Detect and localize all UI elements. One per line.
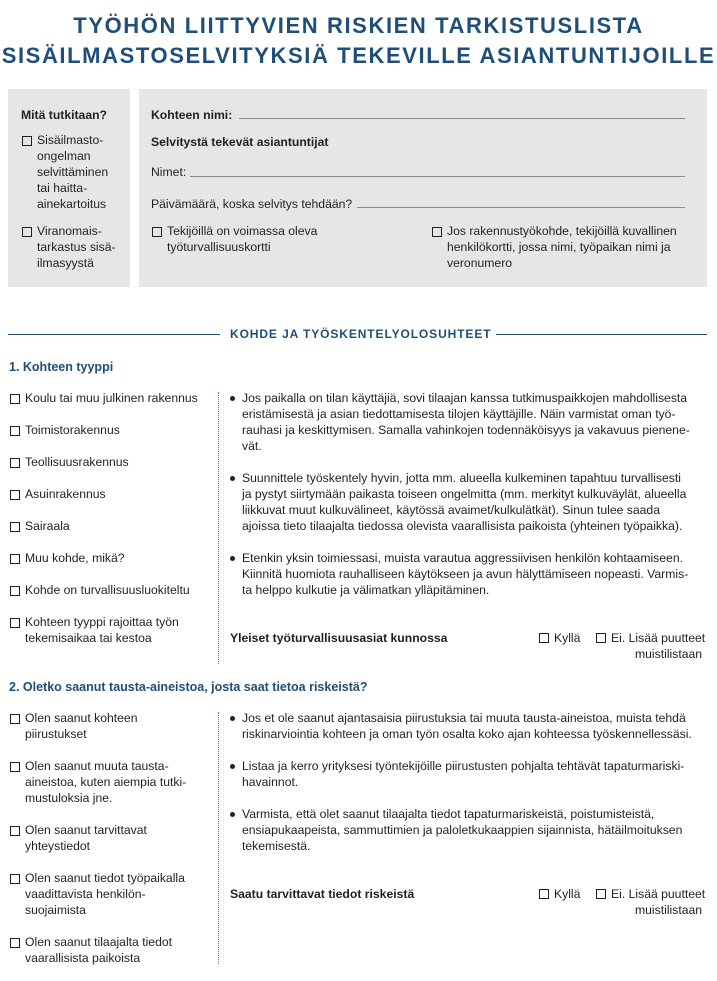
question-1-divider xyxy=(218,392,219,664)
bullet-dot xyxy=(230,476,235,481)
q1-summary-label: Yleiset työturvallisuusasiat kunnossa xyxy=(230,631,448,645)
option-target-hospital: Sairaala xyxy=(25,519,70,533)
question-2-title: 2. Oletko saanut tausta-aineistoa, josta saat tietoa riskeistä? xyxy=(9,680,368,694)
option-got-ppe-l1: Olen saanut tiedot työpaikalla xyxy=(25,871,185,885)
checkbox-q1-no[interactable] xyxy=(596,633,606,643)
checkbox-valid-safety-card[interactable] xyxy=(152,227,162,237)
q1-bullet-2-l3: liikkuvat muut kulkuvälineet, käytössä avaimet/kulkulätkät). Sinun tulee saada xyxy=(242,503,660,517)
checkbox-target-hospital[interactable] xyxy=(10,522,20,532)
bullet-dot xyxy=(230,812,235,817)
option-got-background-l1: Olen saanut muuta tausta- xyxy=(25,759,169,773)
option-indoor-air-l1: Sisäilmasto- xyxy=(37,133,104,147)
checkbox-target-office[interactable] xyxy=(10,426,20,436)
q1-bullet-2-l2: ja pystyt siirtymään paikasta toiseen ongelmitta (mm. merkityt kulkuväylät, alueella xyxy=(242,487,687,501)
q2-bullet-1-l2: riskinarviointia kohteen ja oman työn osalta koko ajan kohteessa työskennellessäsi. xyxy=(242,727,692,741)
date-input-line[interactable] xyxy=(357,207,685,208)
page-title-line-1: TYÖHÖN LIITTYVIEN RISKIEN TARKISTUSLISTA xyxy=(73,13,644,38)
q2-summary-label: Saatu tarvittavat tiedot riskeistä xyxy=(230,887,415,901)
checkbox-target-residential[interactable] xyxy=(10,490,20,500)
q2-bullet-2-l2: havainnot. xyxy=(242,775,299,789)
bullet-dot xyxy=(230,396,235,401)
option-target-office: Toimistorakennus xyxy=(25,423,120,437)
option-target-industrial: Teollisuusrakennus xyxy=(25,455,129,469)
question-2-divider xyxy=(218,712,219,964)
section-rule-right xyxy=(496,334,707,335)
option-got-ppe-l2: vaadittavista henkilön- xyxy=(25,887,146,901)
q2-bullet-3-l3: tekemisestä. xyxy=(242,839,311,853)
construction-card-l3: veronumero xyxy=(447,256,513,270)
checkbox-q1-yes[interactable] xyxy=(539,633,549,643)
option-got-dangerous-l1: Olen saanut tilaajalta tiedot xyxy=(25,935,173,949)
option-target-other: Muu kohde, mikä? xyxy=(25,551,125,565)
valid-card-l1: Tekijöillä on voimassa oleva xyxy=(167,224,318,238)
option-got-drawings-l2: piirustukset xyxy=(25,727,87,741)
bullet-dot xyxy=(230,764,235,769)
bullet-dot xyxy=(230,716,235,721)
option-target-security-classified: Kohde on turvallisuusluokiteltu xyxy=(25,583,190,597)
option-got-background-l2: aineistoa, kuten aiempia tutki- xyxy=(25,775,187,789)
checkbox-target-industrial[interactable] xyxy=(10,458,20,468)
option-indoor-air-l2: ongelman xyxy=(37,149,91,163)
option-got-ppe-l3: suojaimista xyxy=(25,903,86,917)
checkbox-construction-id-card[interactable] xyxy=(432,227,442,237)
q1-yes-label: Kyllä xyxy=(554,631,581,645)
option-target-time-limited-l1: Kohteen tyyppi rajoittaa työn xyxy=(25,615,179,629)
q1-bullet-1-l2: eristämisestä ja asian tiedottamisesta tilojen käyttäjille. Näin varmistat oman työ- xyxy=(242,407,676,421)
checkbox-got-dangerous-places[interactable] xyxy=(10,938,20,948)
construction-card-l2: henkilökortti, jossa nimi, työpaikan nimi ja xyxy=(447,240,671,254)
question-1-title: 1. Kohteen tyyppi xyxy=(9,360,114,374)
date-label: Päivämäärä, koska selvitys tehdään? xyxy=(151,197,353,211)
checkbox-got-ppe-info[interactable] xyxy=(10,874,20,884)
q2-bullet-1-l1: Jos et ole saanut ajantasaisia piirustuksia tai muuta tausta-aineistoa, muista tehdä xyxy=(242,711,686,725)
checkbox-study-indoor-air[interactable] xyxy=(22,136,32,146)
names-input-line[interactable] xyxy=(190,176,685,177)
option-got-drawings-l1: Olen saanut kohteen xyxy=(25,711,138,725)
q1-bullet-3-l2: Kiinnitä huomiota rauhalliseen käytökseen ja avun hälyttämiseen nopeasti. Varmis- xyxy=(242,567,689,581)
checkbox-target-time-limited[interactable] xyxy=(10,618,20,628)
q2-yes-label: Kyllä xyxy=(554,887,581,901)
q1-bullet-1-l4: vät. xyxy=(242,439,262,453)
checkbox-q2-yes[interactable] xyxy=(539,889,549,899)
option-indoor-air-l4: tai haitta- xyxy=(37,181,88,195)
q2-bullet-3-l1: Varmista, että olet saanut tilaajalta tiedot tapaturmariskeistä, poistumisteistä, xyxy=(242,807,655,821)
section-rule-left xyxy=(8,334,220,335)
study-type-label: Mitä tutkitaan? xyxy=(21,108,107,122)
target-name-label: Kohteen nimi: xyxy=(151,108,233,122)
checkbox-target-other[interactable] xyxy=(10,554,20,564)
option-authority-l2: tarkastus sisä- xyxy=(37,240,116,254)
page-title-line-2: SISÄILMASTOSELVITYKSIÄ TEKEVILLE ASIANTUNTIJOILLE xyxy=(1,43,716,68)
q2-no-label-l1: Ei. Lisää puutteet xyxy=(611,887,706,901)
q1-bullet-1-l1: Jos paikalla on tilan käyttäjiä, sovi tilaajan kanssa tutkimuspaikkojen mahdollisesta xyxy=(242,391,688,405)
names-label: Nimet: xyxy=(151,165,187,179)
construction-card-l1: Jos rakennustyökohde, tekijöillä kuvallinen xyxy=(447,224,677,238)
target-name-input-line[interactable] xyxy=(239,118,685,119)
checkbox-target-school[interactable] xyxy=(10,394,20,404)
option-target-residential: Asuinrakennus xyxy=(25,487,106,501)
q1-bullet-3-l3: ta helppo kulkutie ja välimatkan ylläpitäminen. xyxy=(242,583,490,597)
option-authority-l1: Viranomais- xyxy=(37,224,102,238)
q2-bullet-2-l1: Listaa ja kerro yrityksesi työntekijöille piirustusten pohjalta tehtävät tapaturmariski- xyxy=(242,759,685,773)
q2-bullet-3-l2: ensiapukaapeista, sammuttimien ja paloletkukaappien sijainnista, hätäilmoituksen xyxy=(242,823,683,837)
option-target-school: Koulu tai muu julkinen rakennus xyxy=(25,391,198,405)
option-got-contacts-l1: Olen saanut tarvittavat xyxy=(25,823,147,837)
q1-no-label-l1: Ei. Lisää puutteet xyxy=(611,631,706,645)
checkbox-target-security-classified[interactable] xyxy=(10,586,20,596)
q1-bullet-3-l1: Etenkin yksin toimiessasi, muista varautua aggressiivisen henkilön kohtaamiseen. xyxy=(242,551,683,565)
option-got-contacts-l2: yhteystiedot xyxy=(25,839,91,853)
q2-no-label-l2: muistilistaan xyxy=(635,903,703,917)
option-target-time-limited-l2: tekemisaikaa tai kestoa xyxy=(25,631,152,645)
option-indoor-air-l3: selvittäminen xyxy=(37,165,109,179)
experts-heading: Selvitystä tekevät asiantuntijat xyxy=(151,135,329,149)
valid-card-l2: työturvallisuuskortti xyxy=(167,240,271,254)
checkbox-got-background-material[interactable] xyxy=(10,762,20,772)
option-authority-l3: ilmasyystä xyxy=(37,256,94,270)
bullet-dot xyxy=(230,556,235,561)
checkbox-got-contact-info[interactable] xyxy=(10,826,20,836)
q1-bullet-1-l3: rauhasi ja keskittymisen. Samalla vahinkojen todennäköisyys ja vakavuus pienene- xyxy=(242,423,690,437)
option-indoor-air-l5: ainekartoitus xyxy=(37,197,107,211)
option-got-dangerous-l2: vaarallisista paikoista xyxy=(25,951,141,965)
q1-bullet-2-l1: Suunnittele työskentely hyvin, jotta mm. alueella kulkeminen tapahtuu turvallisesti xyxy=(242,471,681,485)
q1-no-label-l2: muistilistaan xyxy=(635,647,703,661)
checkbox-got-drawings[interactable] xyxy=(10,714,20,724)
checkbox-study-authority[interactable] xyxy=(22,227,32,237)
section-title: KOHDE JA TYÖSKENTELYOLOSUHTEET xyxy=(230,327,492,341)
checkbox-q2-no[interactable] xyxy=(596,889,606,899)
option-got-background-l3: mustuloksia jne. xyxy=(25,791,113,805)
q1-bullet-2-l4: ajoissa tieto tilaajalta tiedossa olevista vaarallisista paikoista (yhteinen työpaikka). xyxy=(242,519,683,533)
